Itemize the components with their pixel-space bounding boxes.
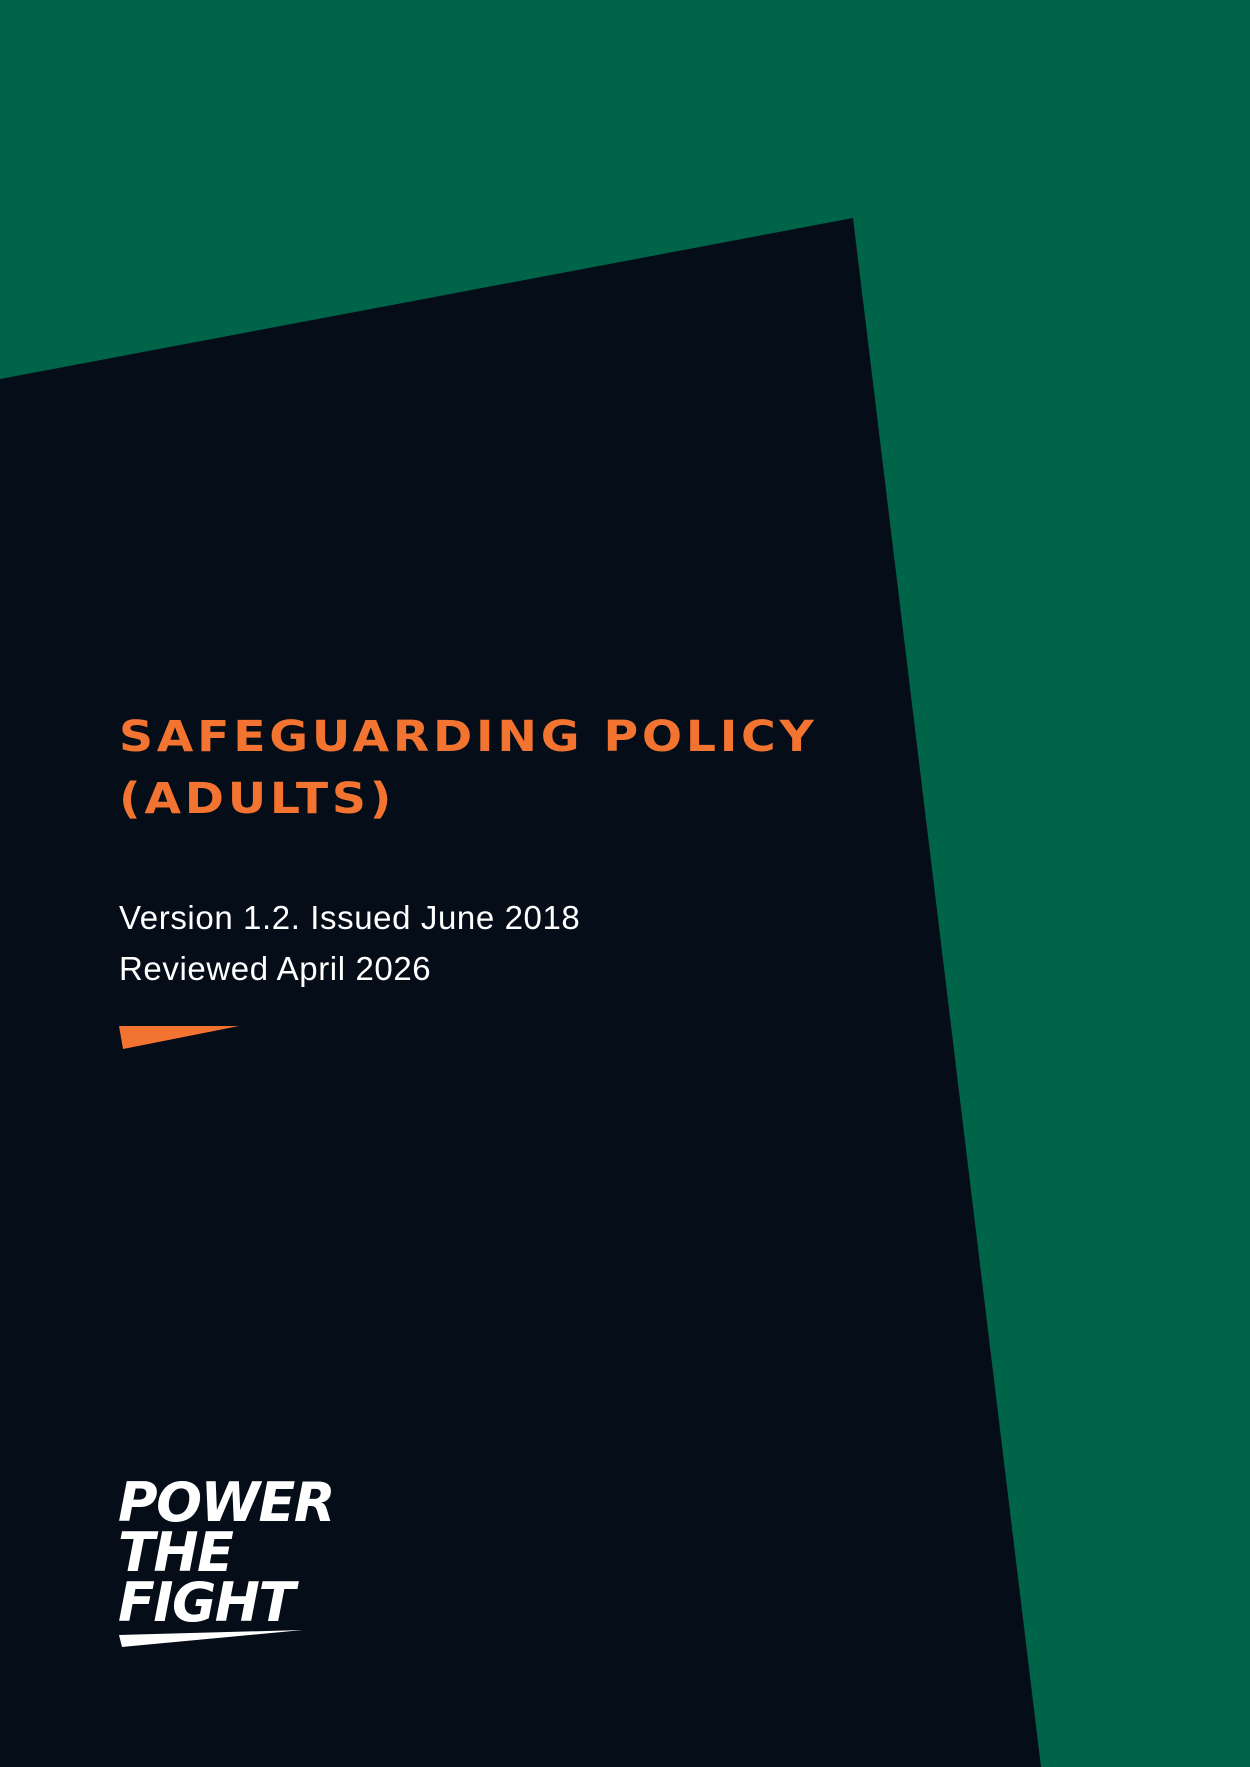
logo-underline-shape <box>119 1630 303 1647</box>
logo-wordmark <box>118 1471 335 1634</box>
cover-title <box>119 706 817 830</box>
power-the-fight-logo <box>118 1471 368 1653</box>
reviewed-text: Reviewed April 2026 <box>119 950 432 987</box>
version-text: Version 1.2. Issued June 2018 <box>119 899 581 936</box>
logo-line-1: POWER <box>118 1471 335 1534</box>
logo-line-3: FIGHT <box>118 1571 294 1634</box>
logo-line-2: THE <box>118 1521 233 1584</box>
accent-wedge-shape <box>119 1026 239 1049</box>
title-line-1: SAFEGUARDING POLICY <box>119 712 818 762</box>
title-line-2: (ADULTS) <box>119 774 396 824</box>
document-meta <box>119 892 580 994</box>
logo-underline-stroke <box>118 1630 303 1648</box>
orange-accent-wedge <box>119 1025 239 1049</box>
